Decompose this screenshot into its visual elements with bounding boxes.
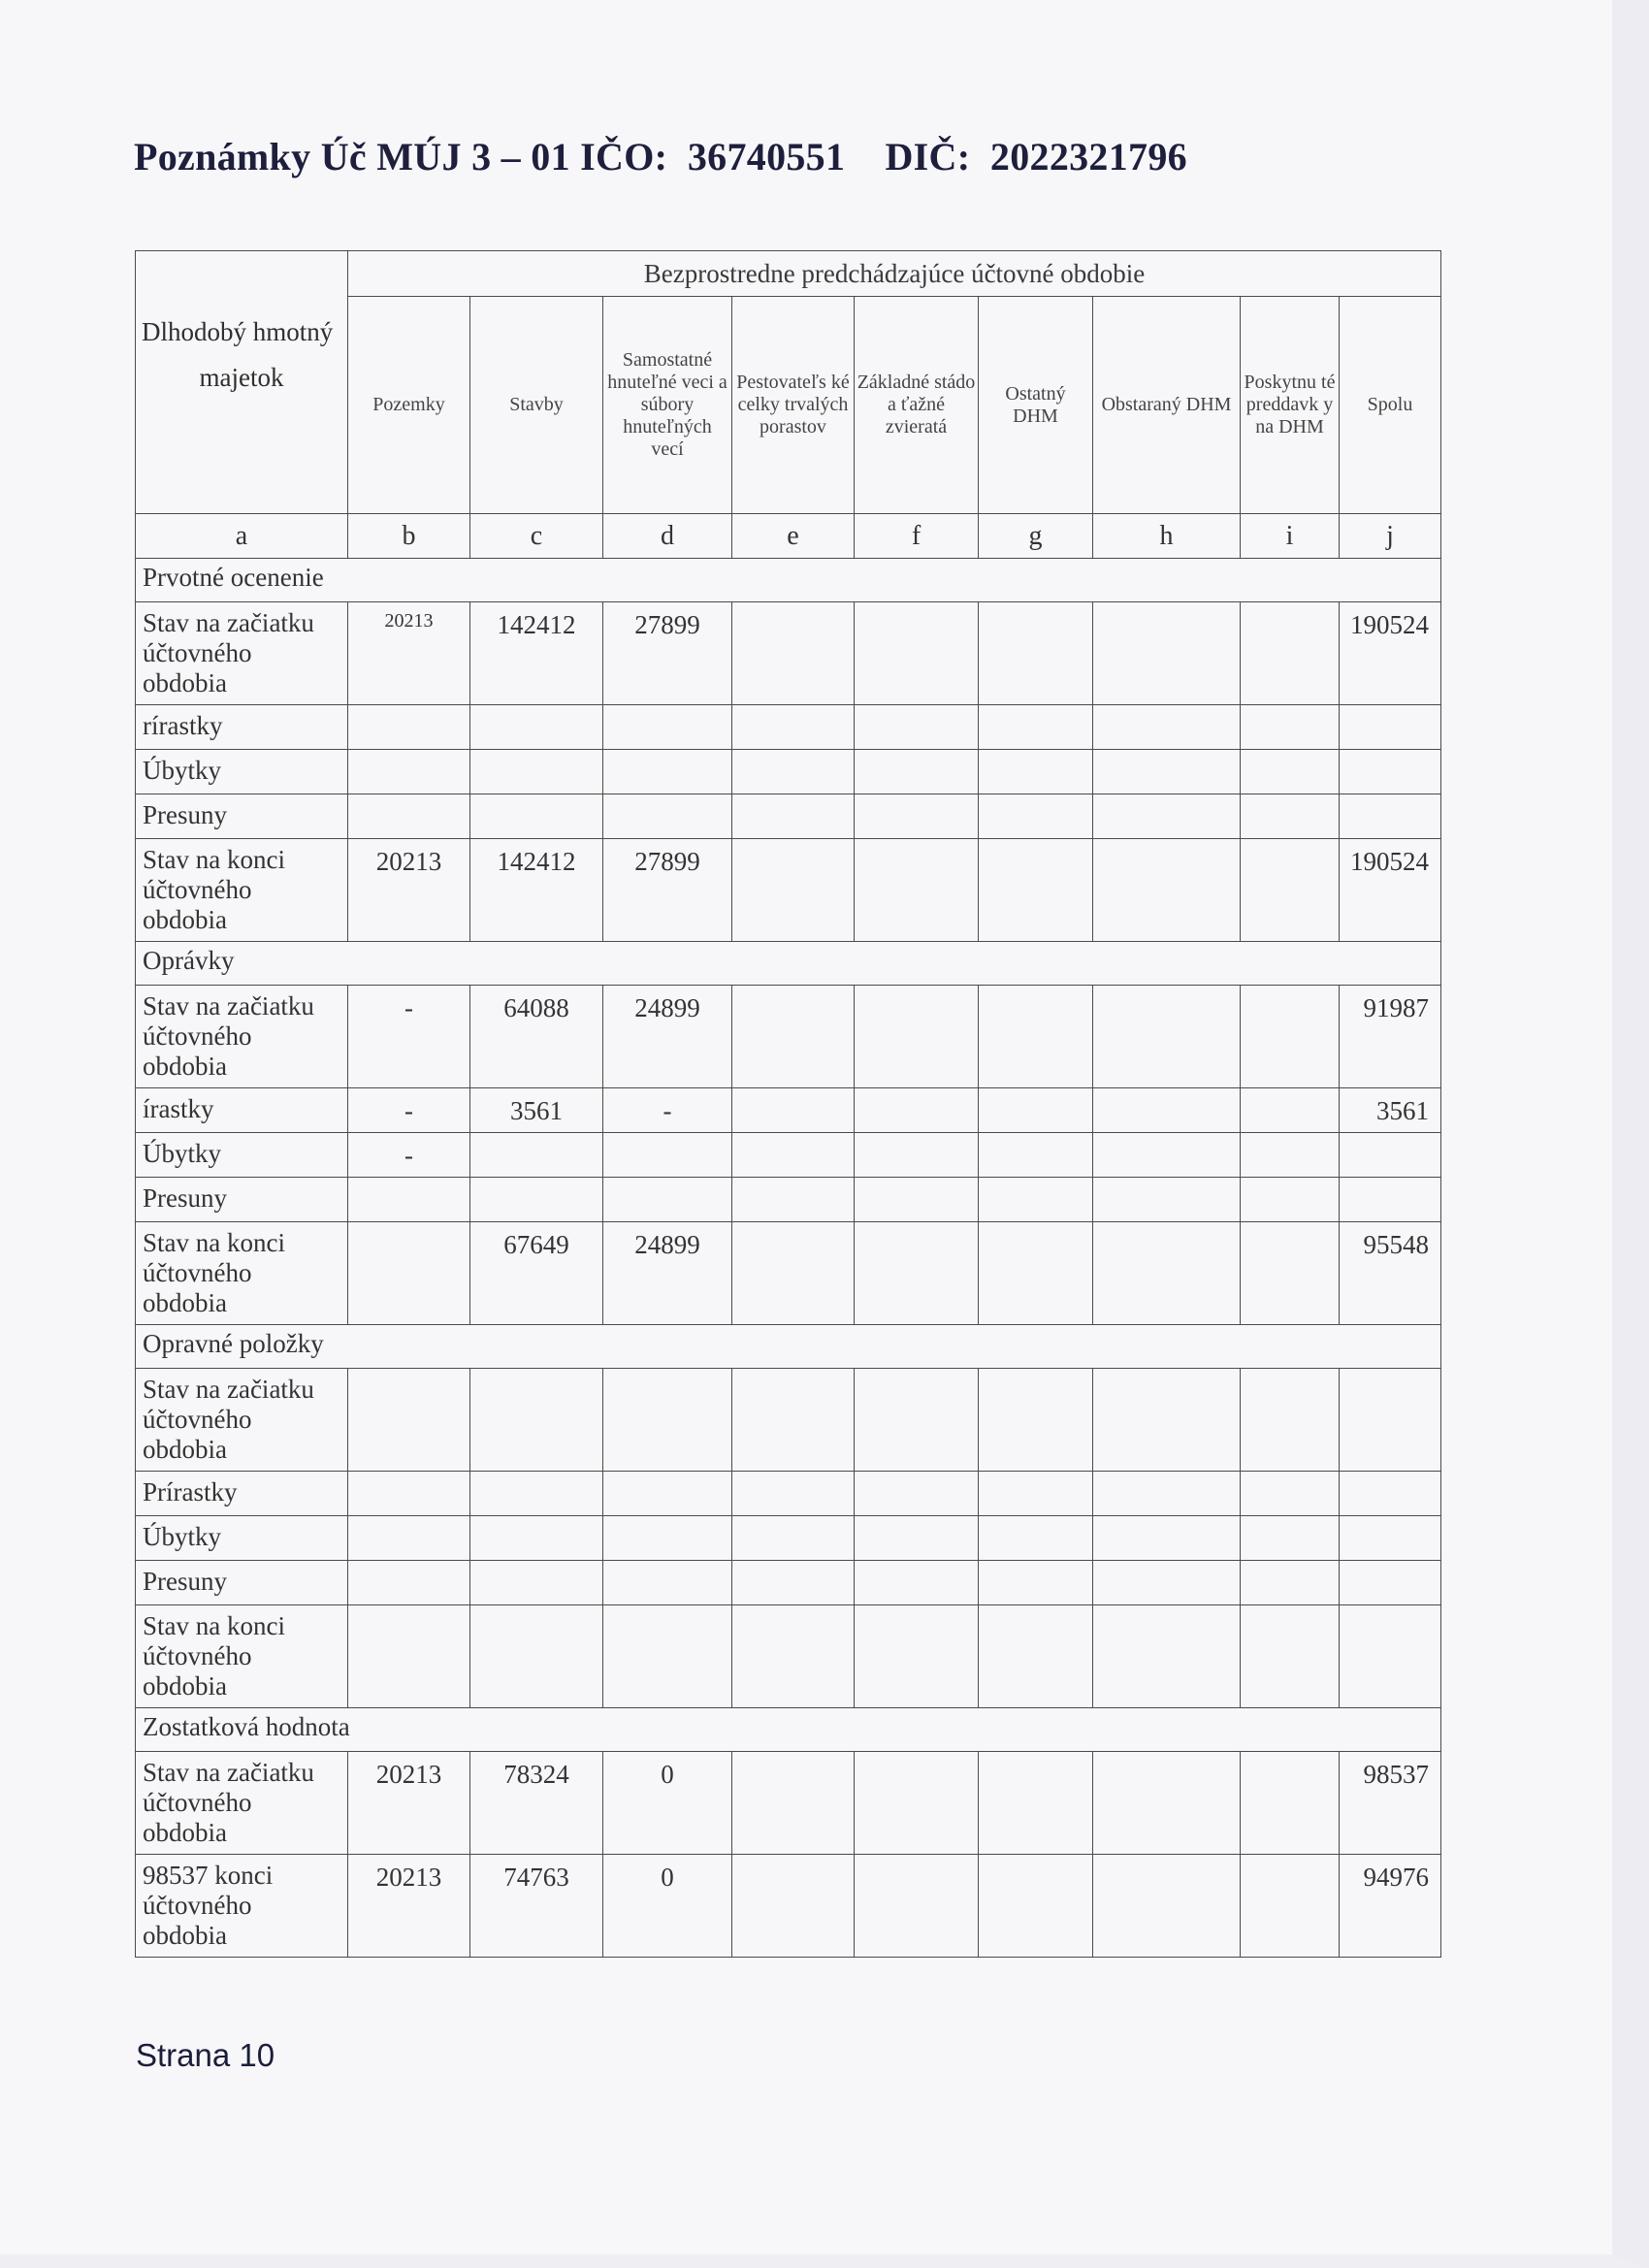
- table-cell: [979, 1752, 1093, 1855]
- table-cell: [979, 1088, 1093, 1133]
- table-cell: [1340, 1369, 1441, 1472]
- table-cell: 20213: [348, 602, 470, 705]
- table-cell: [1093, 1472, 1241, 1516]
- table-cell: [1241, 986, 1340, 1088]
- table-cell: 27899: [603, 839, 732, 942]
- row-label: Presuny: [136, 1561, 348, 1605]
- table-cell: [732, 1369, 855, 1472]
- table-cell: [855, 1752, 979, 1855]
- row-header-cell: [136, 251, 348, 514]
- table-cell: [603, 1472, 732, 1516]
- table-cell: [732, 1605, 855, 1708]
- asset-table: [135, 250, 1441, 1958]
- table-row: [136, 839, 1441, 942]
- table-cell: [470, 794, 603, 839]
- table-cell: [855, 1088, 979, 1133]
- table-cell: [855, 750, 979, 794]
- table-cell: [855, 705, 979, 750]
- letters-row: [136, 514, 1441, 559]
- table-cell: [348, 1516, 470, 1561]
- row-header-line1: Dlhodobý hmotný: [142, 317, 334, 346]
- table-cell: [1241, 1472, 1340, 1516]
- col-header-stavby: Stavby: [470, 297, 603, 514]
- col-header-pozemky: Pozemky: [348, 297, 470, 514]
- letter-e: e: [732, 514, 855, 559]
- table-row: [136, 1561, 1441, 1605]
- table-cell: [1340, 1605, 1441, 1708]
- table-cell: 78324: [470, 1752, 603, 1855]
- section-title: Opravné položky: [136, 1325, 1441, 1369]
- table-cell: [855, 1133, 979, 1178]
- letter-c: c: [470, 514, 603, 559]
- table-cell: [979, 1561, 1093, 1605]
- table-cell: [1241, 1516, 1340, 1561]
- table-cell: [1241, 1222, 1340, 1325]
- table-cell: [1093, 1516, 1241, 1561]
- table-cell: [603, 705, 732, 750]
- table-cell: [603, 750, 732, 794]
- letter-b: b: [348, 514, 470, 559]
- table-cell: 142412: [470, 839, 603, 942]
- table-cell: -: [603, 1088, 732, 1133]
- table-cell: [979, 750, 1093, 794]
- page-number: Strana 10: [136, 2037, 275, 2073]
- table-row: [136, 1472, 1441, 1516]
- section-row: [136, 1325, 1441, 1369]
- table-cell: [1093, 1855, 1241, 1958]
- table-cell: [470, 1561, 603, 1605]
- letter-a: a: [136, 514, 348, 559]
- table-cell: [732, 750, 855, 794]
- table-cell: [348, 1561, 470, 1605]
- row-label: Stav na konci účtovného obdobia: [136, 1222, 348, 1325]
- table-row: [136, 1133, 1441, 1178]
- table-cell: [1241, 750, 1340, 794]
- table-cell: [979, 1516, 1093, 1561]
- table-cell: [1241, 1133, 1340, 1178]
- table-cell: [855, 1855, 979, 1958]
- table-cell: [979, 1605, 1093, 1708]
- table-cell: [1241, 839, 1340, 942]
- row-label: Prírastky: [136, 1472, 348, 1516]
- table-cell: [348, 794, 470, 839]
- row-label: Stav na začiatku účtovného obdobia: [136, 1752, 348, 1855]
- table-cell: [1093, 1133, 1241, 1178]
- row-label: Stav na začiatku účtovného obdobia: [136, 602, 348, 705]
- row-label: Stav na konci účtovného obdobia: [136, 1605, 348, 1708]
- table-cell: [470, 1178, 603, 1222]
- row-label: Stav na začiatku účtovného obdobia: [136, 1369, 348, 1472]
- table-cell: [732, 1088, 855, 1133]
- table-cell: 91987: [1340, 986, 1441, 1088]
- table-cell: [470, 1133, 603, 1178]
- table-cell: [470, 1516, 603, 1561]
- section-row: [136, 942, 1441, 986]
- table-cell: [1093, 986, 1241, 1088]
- table-cell: [855, 602, 979, 705]
- table-cell: [603, 1605, 732, 1708]
- table-cell: [348, 1605, 470, 1708]
- table-cell: [603, 1561, 732, 1605]
- table-cell: 3561: [1340, 1088, 1441, 1133]
- table-cell: 190524: [1340, 839, 1441, 942]
- row-label: Úbytky: [136, 750, 348, 794]
- table-cell: [732, 1472, 855, 1516]
- table-cell: [855, 1178, 979, 1222]
- table-cell: -: [348, 1133, 470, 1178]
- table-cell: [348, 1178, 470, 1222]
- table-cell: 24899: [603, 986, 732, 1088]
- table-cell: [348, 705, 470, 750]
- table-row: [136, 1178, 1441, 1222]
- table-cell: [979, 705, 1093, 750]
- table-cell: 190524: [1340, 602, 1441, 705]
- table-cell: [1093, 1222, 1241, 1325]
- table-cell: [603, 1369, 732, 1472]
- section-row: [136, 1708, 1441, 1752]
- table-row: [136, 750, 1441, 794]
- table-cell: [348, 750, 470, 794]
- table-cell: [470, 750, 603, 794]
- table-cell: [603, 1133, 732, 1178]
- col-header-zakladne-stado: Základné stádo a ťažné zvieratá: [855, 297, 979, 514]
- table-cell: [979, 1133, 1093, 1178]
- section-title: Zostatková hodnota: [136, 1708, 1441, 1752]
- row-header-line2: majetok: [199, 363, 284, 392]
- table-cell: 67649: [470, 1222, 603, 1325]
- table-cell: [603, 1516, 732, 1561]
- table-cell: [1241, 602, 1340, 705]
- group-header-row: [136, 251, 1441, 297]
- table-cell: [855, 1369, 979, 1472]
- table-cell: [855, 1605, 979, 1708]
- letter-d: d: [603, 514, 732, 559]
- row-label: Stav na začiatku účtovného obdobia: [136, 986, 348, 1088]
- table-cell: [1093, 1178, 1241, 1222]
- table-cell: [732, 1222, 855, 1325]
- table-cell: 94976: [1340, 1855, 1441, 1958]
- table-cell: [1241, 1605, 1340, 1708]
- table-cell: [732, 1133, 855, 1178]
- table-row: [136, 1516, 1441, 1561]
- table-cell: [470, 1472, 603, 1516]
- table-cell: 98537: [1340, 1752, 1441, 1855]
- table-cell: [1093, 602, 1241, 705]
- table-cell: -: [348, 1088, 470, 1133]
- table-cell: [979, 794, 1093, 839]
- table-cell: 20213: [348, 1855, 470, 1958]
- col-header-obstarany-dhm: Obstaraný DHM: [1093, 297, 1241, 514]
- section-title: Oprávky: [136, 942, 1441, 986]
- table-cell: [348, 1472, 470, 1516]
- table-cell: [348, 1222, 470, 1325]
- table-cell: [732, 602, 855, 705]
- letter-f: f: [855, 514, 979, 559]
- table-cell: 20213: [348, 839, 470, 942]
- section-row: [136, 559, 1441, 602]
- row-label: ríra​stky: [136, 705, 348, 750]
- col-header-spolu: Spolu: [1340, 297, 1441, 514]
- table-cell: 20213: [348, 1752, 470, 1855]
- table-cell: [732, 1752, 855, 1855]
- table-cell: [348, 1369, 470, 1472]
- table-cell: [979, 986, 1093, 1088]
- table-cell: [732, 839, 855, 942]
- table-row: [136, 986, 1441, 1088]
- table-cell: [979, 602, 1093, 705]
- table-cell: [1093, 750, 1241, 794]
- table-row: [136, 1605, 1441, 1708]
- table-row: [136, 602, 1441, 705]
- table-cell: [855, 986, 979, 1088]
- table-cell: [855, 1516, 979, 1561]
- table-cell: [1093, 1088, 1241, 1133]
- table-cell: [1241, 1088, 1340, 1133]
- group-header: Bezprostredne predchádzajúce účtovné obdobie: [348, 251, 1441, 297]
- table-cell: 142412: [470, 602, 603, 705]
- table-cell: [732, 1855, 855, 1958]
- table-row: [136, 705, 1441, 750]
- table-cell: [855, 1222, 979, 1325]
- col-header-preddavky: Poskytnu té preddavk y na DHM: [1241, 297, 1340, 514]
- table-row: [136, 1855, 1441, 1958]
- col-header-pestovatelske-celky: Pestovateľs ké celky trvalých porastov: [732, 297, 855, 514]
- table-cell: [1340, 1472, 1441, 1516]
- table-cell: [1093, 1605, 1241, 1708]
- table-cell: [470, 1605, 603, 1708]
- table-cell: 0: [603, 1855, 732, 1958]
- table-cell: [979, 1222, 1093, 1325]
- table-cell: [979, 1472, 1093, 1516]
- table-cell: [1241, 1855, 1340, 1958]
- table-cell: [855, 1561, 979, 1605]
- table-cell: [1241, 1752, 1340, 1855]
- table-cell: 95548: [1340, 1222, 1441, 1325]
- row-label: Stav na konci účtovného obdobia: [136, 839, 348, 942]
- table-cell: [979, 839, 1093, 942]
- section-title: Prvotné ocenenie: [136, 559, 1441, 602]
- table-cell: [1241, 1561, 1340, 1605]
- letter-h: h: [1093, 514, 1241, 559]
- table-cell: -: [348, 986, 470, 1088]
- table-cell: [1340, 794, 1441, 839]
- table-cell: [1093, 839, 1241, 942]
- table-cell: [470, 1369, 603, 1472]
- row-label: Presuny: [136, 1178, 348, 1222]
- table-cell: [1241, 705, 1340, 750]
- table-cell: [732, 986, 855, 1088]
- table-cell: [603, 794, 732, 839]
- letter-j: j: [1340, 514, 1441, 559]
- table-cell: [1093, 794, 1241, 839]
- table-cell: [732, 1561, 855, 1605]
- table-cell: [979, 1178, 1093, 1222]
- table-cell: 64088: [470, 986, 603, 1088]
- table-row: [136, 794, 1441, 839]
- table-cell: 3561: [470, 1088, 603, 1133]
- table-cell: [1340, 705, 1441, 750]
- row-label: Úbytky: [136, 1133, 348, 1178]
- col-header-ostatny-dhm: Ostatný DHM: [979, 297, 1093, 514]
- table-cell: [1093, 1752, 1241, 1855]
- table-cell: 27899: [603, 602, 732, 705]
- table-cell: [732, 1516, 855, 1561]
- table-cell: [1093, 1369, 1241, 1472]
- table-cell: [1093, 1561, 1241, 1605]
- table-cell: [979, 1369, 1093, 1472]
- table-row: [136, 1088, 1441, 1133]
- table-cell: [603, 1178, 732, 1222]
- table-cell: [979, 1855, 1093, 1958]
- row-label: írastky: [136, 1088, 348, 1133]
- table-cell: [855, 839, 979, 942]
- table-cell: [732, 1178, 855, 1222]
- letter-g: g: [979, 514, 1093, 559]
- table-cell: [1241, 1369, 1340, 1472]
- table-cell: [1340, 1178, 1441, 1222]
- col-header-hnutelne-veci: Samostatné hnuteľné veci a súbory hnuteľných vecí: [603, 297, 732, 514]
- table-row: [136, 1752, 1441, 1855]
- table-cell: 24899: [603, 1222, 732, 1325]
- table-row: [136, 1222, 1441, 1325]
- row-label: Presuny: [136, 794, 348, 839]
- table-cell: [1241, 1178, 1340, 1222]
- table-cell: [732, 705, 855, 750]
- table-cell: [1340, 1516, 1441, 1561]
- table-cell: [1340, 1133, 1441, 1178]
- table-cell: [1340, 750, 1441, 794]
- table-cell: [1241, 794, 1340, 839]
- table-cell: [732, 794, 855, 839]
- table-cell: [470, 705, 603, 750]
- table-cell: [855, 1472, 979, 1516]
- table-cell: [1340, 1561, 1441, 1605]
- table-cell: 0: [603, 1752, 732, 1855]
- row-label: Úbytky: [136, 1516, 348, 1561]
- table-cell: [1093, 705, 1241, 750]
- table-row: [136, 1369, 1441, 1472]
- row-label: 98537 konci účtovného obdobia: [136, 1855, 348, 1958]
- table-cell: 74763: [470, 1855, 603, 1958]
- table-cell: [855, 794, 979, 839]
- page-title: Poznámky Úč MÚJ 3 – 01 IČO: 36740551 DIČ: 2022321796: [134, 135, 1187, 178]
- letter-i: i: [1241, 514, 1340, 559]
